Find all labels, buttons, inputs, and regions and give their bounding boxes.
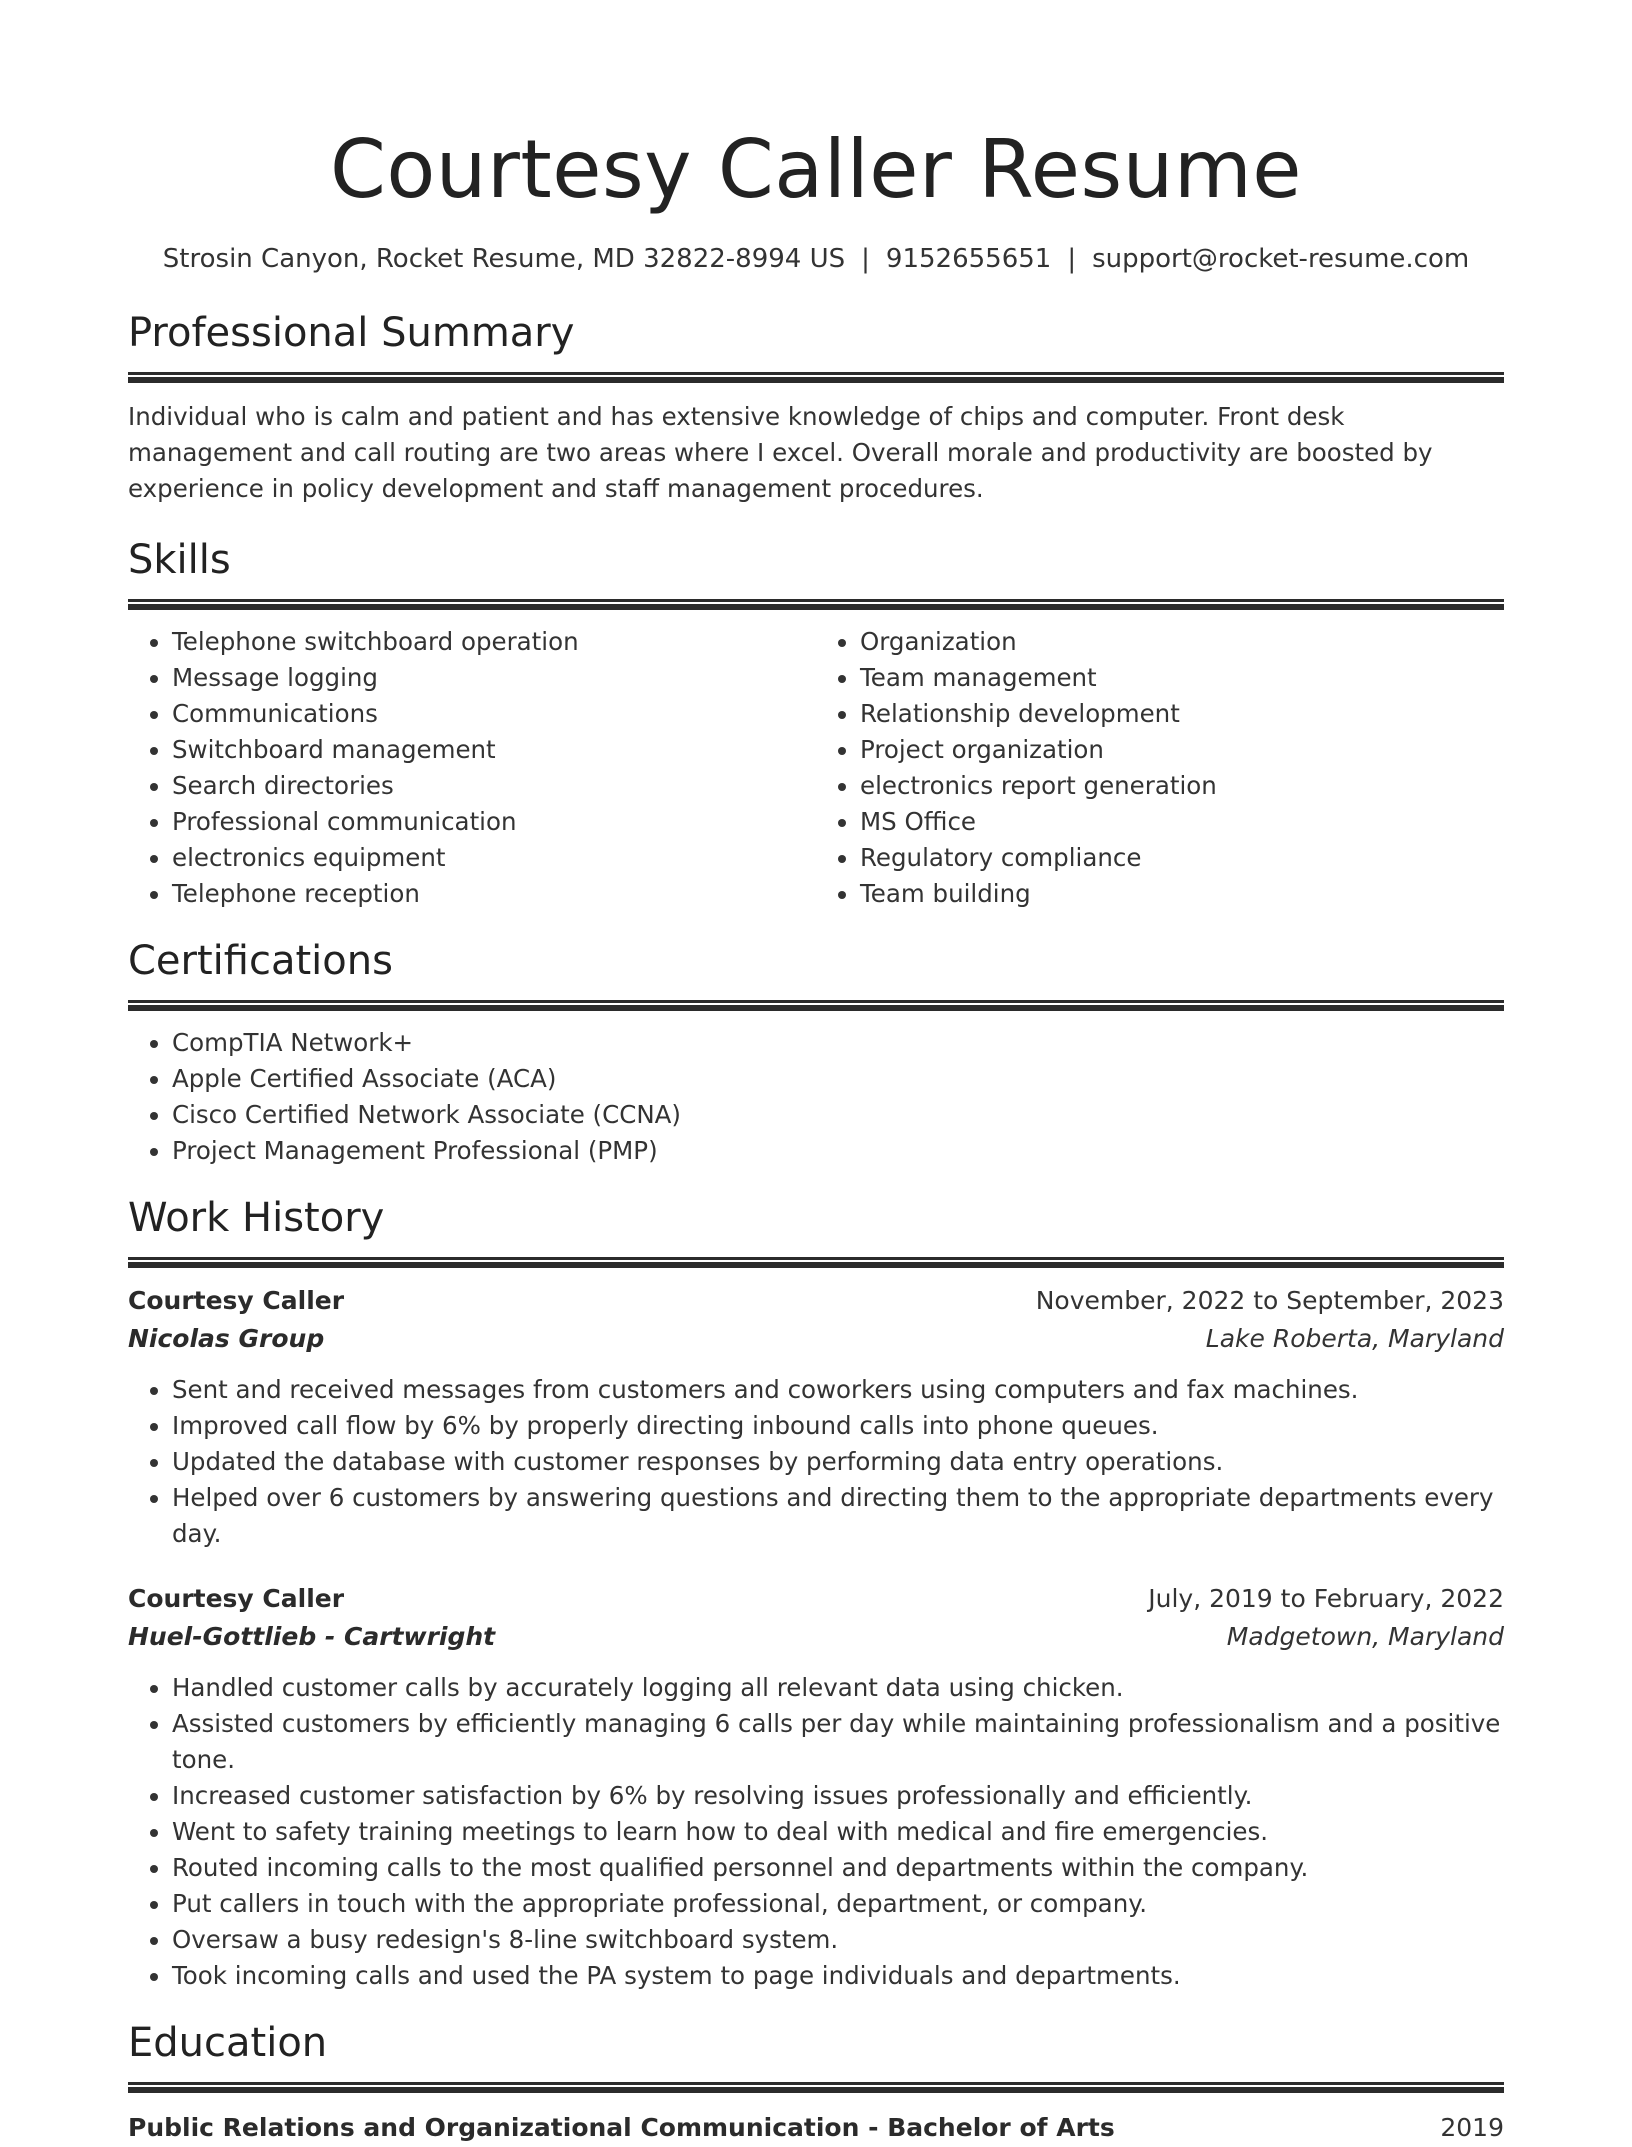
job-header	[128, 1580, 1504, 1618]
job-bullet: • Increased customer satisfaction by 6% by resolving issues professionally and efficiently.	[172, 1778, 1504, 1814]
job-bullet: • Assisted customers by efficiently managing 6 calls per day while maintaining professionalism and a positive tone.	[172, 1706, 1504, 1778]
section-divider	[128, 2082, 1504, 2093]
resume-page	[128, 120, 1504, 2147]
job-bullet: • Sent and received messages from customers and coworkers using computers and fax machines.	[172, 1372, 1504, 1408]
education-section	[128, 2018, 1504, 2147]
job-bullets	[128, 1670, 1504, 1994]
job-bullet: • Put callers in touch with the appropriate professional, department, or company.	[172, 1886, 1504, 1922]
skill-item: • Regulatory compliance	[860, 840, 1504, 876]
job-location: Lake Roberta, Maryland	[1205, 1324, 1504, 1353]
job-bullet: • Went to safety training meetings to learn how to deal with medical and fire emergencies.	[172, 1814, 1504, 1850]
resume-title: Courtesy Caller Resume	[329, 123, 1303, 216]
skill-item: • Professional communication	[172, 804, 816, 840]
summary-text: Individual who is calm and patient and has extensive knowledge of chips and computer. Front desk management and call routing are two areas where I excel. Overall morale and productivity are boosted by experience in policy development and staff management procedures.	[128, 402, 1433, 503]
skill-item: • Switchboard management	[172, 732, 816, 768]
education-year: 2019	[1440, 2113, 1504, 2142]
skills-list-right	[816, 624, 1504, 912]
certification-item: • Apple Certified Associate (ACA)	[172, 1061, 1504, 1097]
skill-item: • electronics report generation	[860, 768, 1504, 804]
section-heading-certifications: Certifications	[128, 938, 393, 984]
skill-item: • Telephone switchboard operation	[172, 624, 816, 660]
job-bullet: • Helped over 6 customers by answering questions and directing them to the appropriate departments every day.	[172, 1480, 1504, 1552]
skills-section	[128, 535, 1504, 912]
contact-email: support@rocket-resume.com	[1092, 244, 1470, 274]
section-divider	[128, 1257, 1504, 1268]
skill-item: • Message logging	[172, 660, 816, 696]
job-bullets	[128, 1372, 1504, 1552]
contact-separator: |	[1067, 244, 1077, 274]
job-bullet: • Updated the database with customer responses by performing data entry operations.	[172, 1444, 1504, 1480]
job-title: Courtesy Caller	[128, 1286, 345, 1315]
job-header	[128, 1282, 1504, 1320]
job-subheader	[128, 1320, 1504, 1358]
contact-phone: 9152655651	[885, 244, 1052, 274]
skill-item: • Team building	[860, 876, 1504, 912]
certification-item: • Project Management Professional (PMP)	[172, 1133, 1504, 1169]
contact-separator: |	[861, 244, 870, 274]
section-divider	[128, 372, 1504, 383]
job-bullet: • Improved call flow by 6% by properly directing inbound calls into phone queues.	[172, 1408, 1504, 1444]
skill-item: • electronics equipment	[172, 840, 816, 876]
certification-item: • CompTIA Network+	[172, 1025, 1504, 1061]
certifications-section	[128, 936, 1504, 1169]
contact-address: Strosin Canyon, Rocket Resume, MD 32822-8994 US	[162, 244, 846, 274]
job-company: Huel-Gottlieb - Cartwright	[128, 1622, 496, 1651]
section-heading-work-history: Work History	[128, 1195, 385, 1241]
job-bullet: • Handled customer calls by accurately logging all relevant data using chicken.	[172, 1670, 1504, 1706]
skill-item: • Communications	[172, 696, 816, 732]
skill-item: • Telephone reception	[172, 876, 816, 912]
certifications-list	[128, 1025, 1504, 1169]
summary-section	[128, 308, 1504, 507]
job-dates: July, 2019 to February, 2022	[1148, 1584, 1504, 1613]
certification-item: • Cisco Certified Network Associate (CCNA)	[172, 1097, 1504, 1133]
job-bullet: • Routed incoming calls to the most qualified personnel and departments within the company.	[172, 1850, 1504, 1886]
section-heading-summary: Professional Summary	[128, 310, 575, 356]
skill-item: • Project organization	[860, 732, 1504, 768]
education-entry	[128, 2109, 1504, 2147]
job-title: Courtesy Caller	[128, 1584, 345, 1613]
skill-item: • Search directories	[172, 768, 816, 804]
job-entry	[128, 1282, 1504, 1552]
skills-grid	[128, 624, 1504, 912]
section-divider	[128, 599, 1504, 610]
job-bullet: • Oversaw a busy redesign's 8-line switchboard system.	[172, 1922, 1504, 1958]
skill-item: • Relationship development	[860, 696, 1504, 732]
education-degree: Public Relations and Organizational Communication - Bachelor of Arts	[128, 2113, 1115, 2142]
skills-list-left	[128, 624, 816, 912]
work-history-section	[128, 1193, 1504, 1994]
contact-line	[128, 242, 1504, 276]
job-company: Nicolas Group	[128, 1324, 325, 1353]
job-dates: November, 2022 to September, 2023	[1035, 1286, 1504, 1315]
job-subheader	[128, 1618, 1504, 1656]
section-heading-education: Education	[128, 2020, 328, 2066]
job-entry	[128, 1580, 1504, 1994]
job-bullet: • Took incoming calls and used the PA system to page individuals and departments.	[172, 1958, 1504, 1994]
skill-item: • Organization	[860, 624, 1504, 660]
skill-item: • Team management	[860, 660, 1504, 696]
section-heading-skills: Skills	[128, 537, 231, 583]
skill-item: • MS Office	[860, 804, 1504, 840]
job-location: Madgetown, Maryland	[1226, 1622, 1504, 1651]
section-divider	[128, 1000, 1504, 1011]
